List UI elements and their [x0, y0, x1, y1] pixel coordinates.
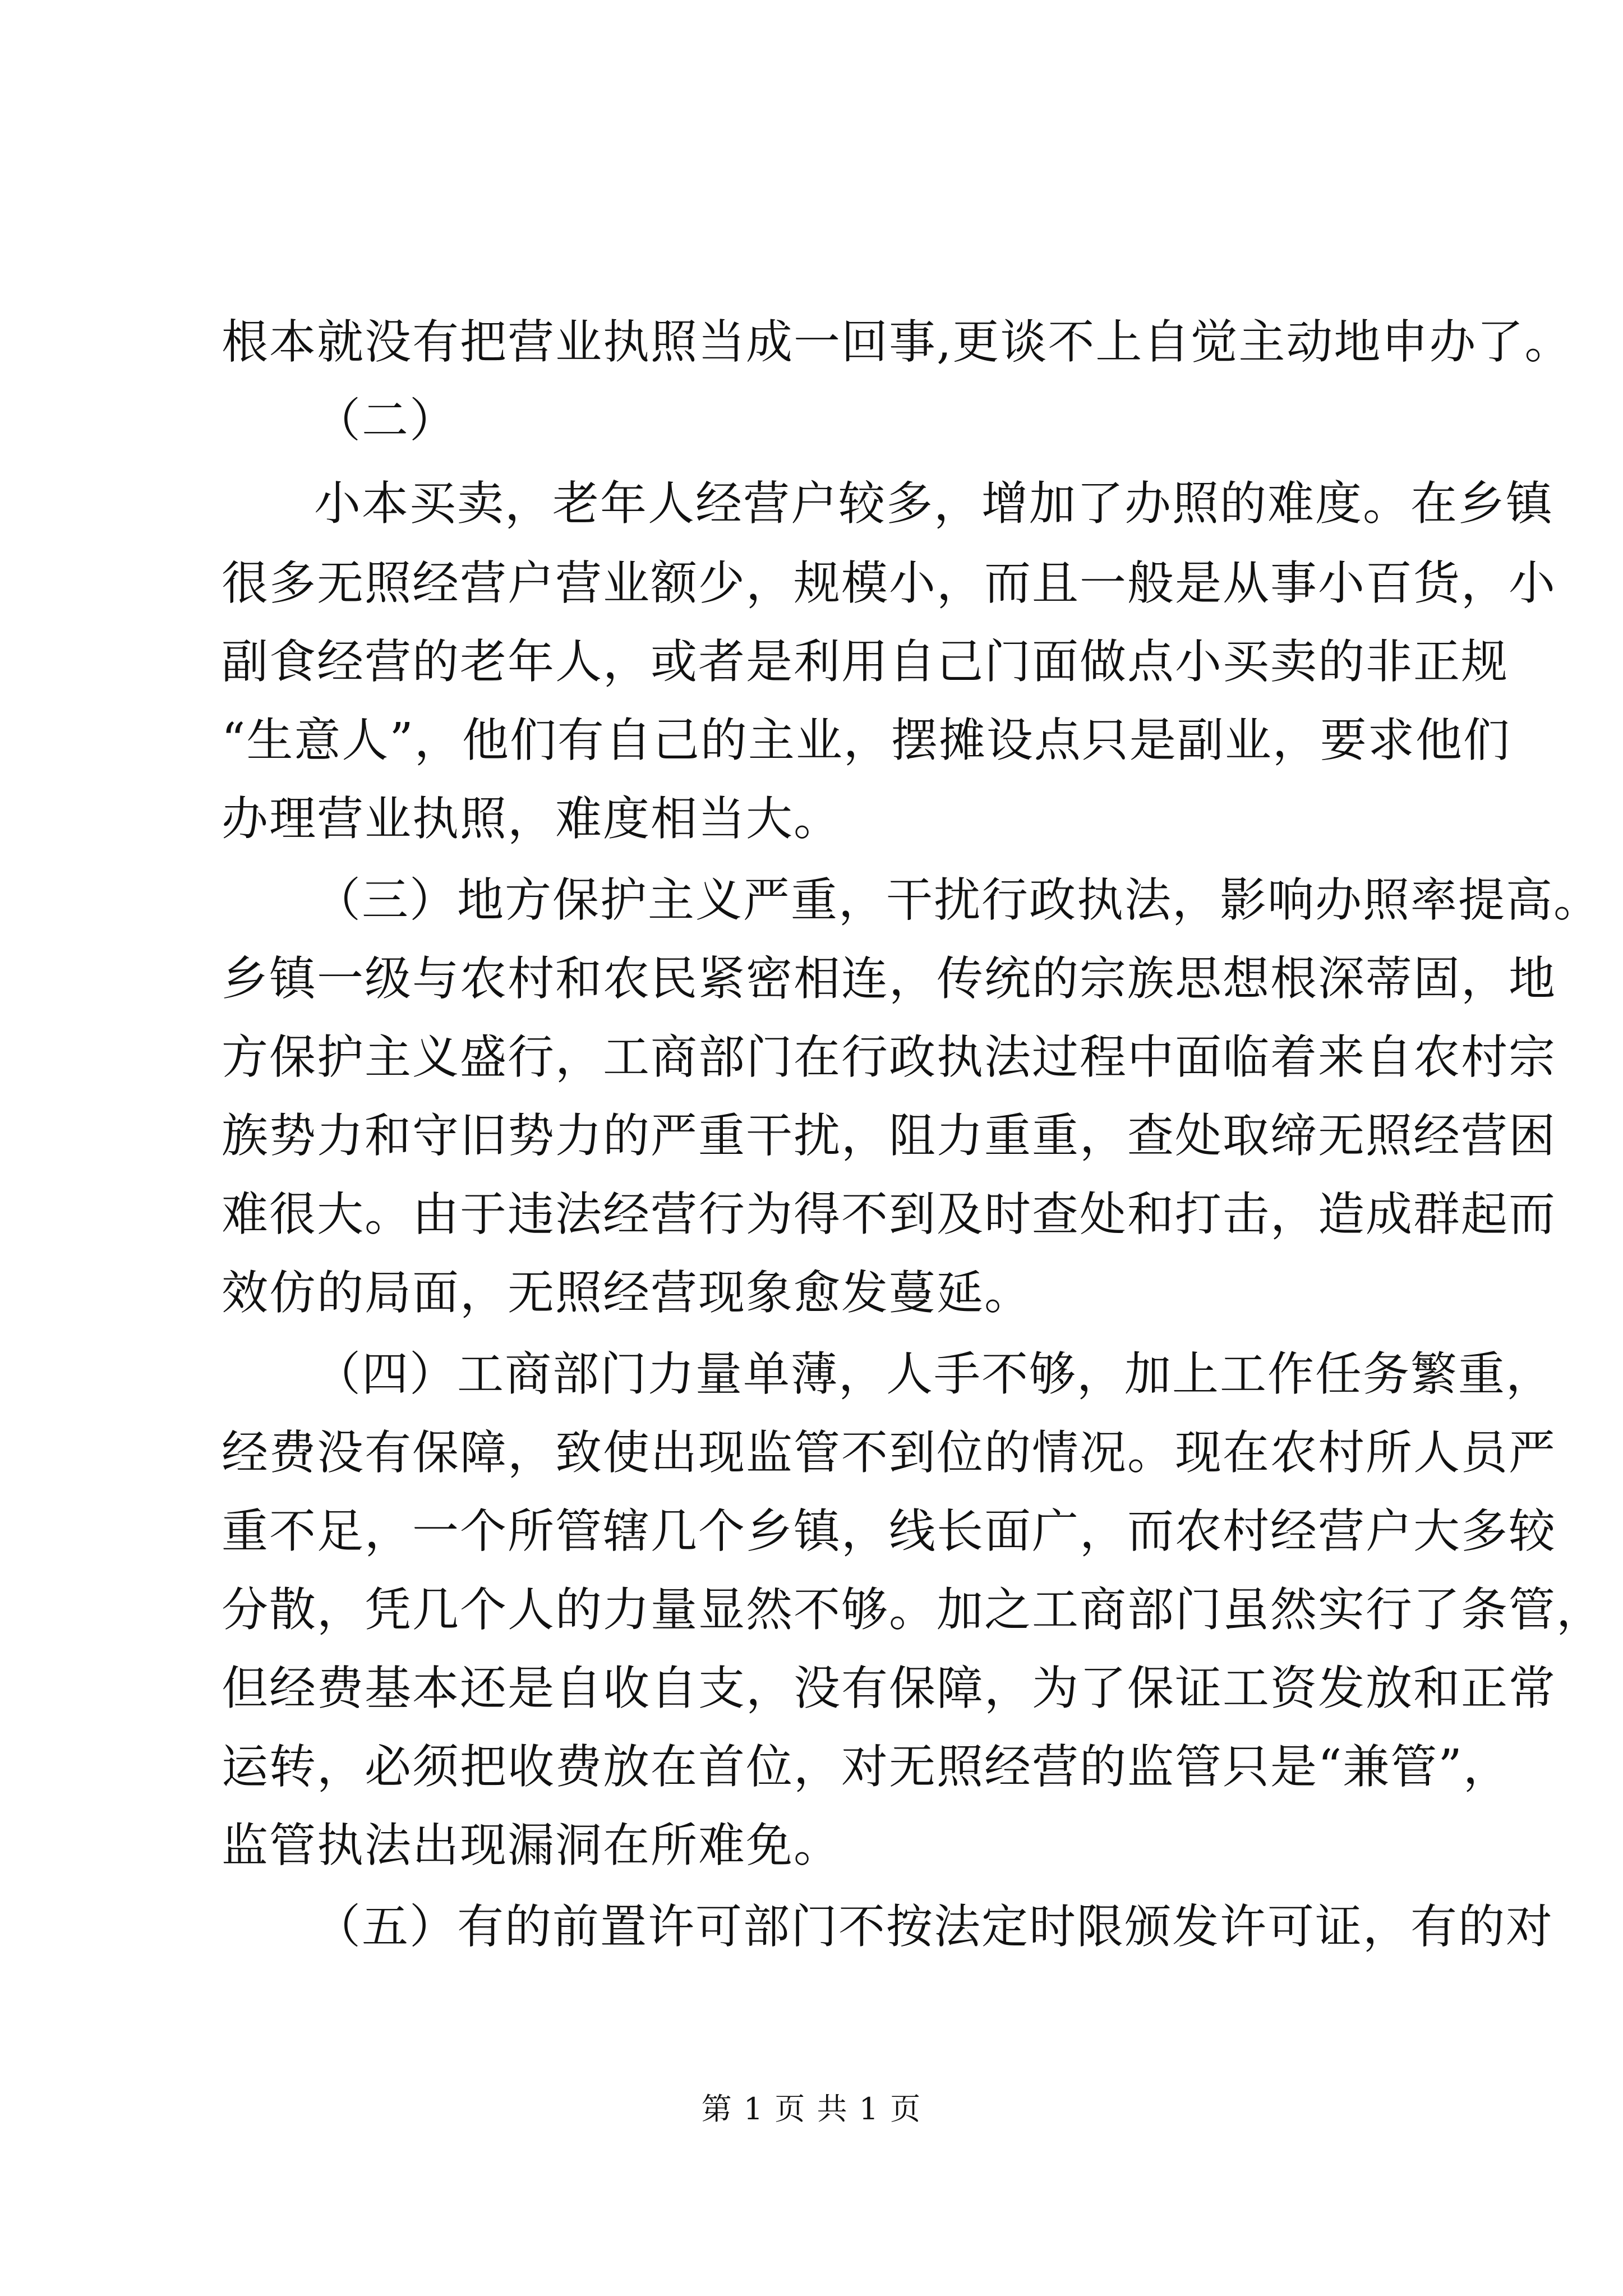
body-text-line: 监管执法出现漏洞在所难免。 [222, 1818, 841, 1872]
body-text-line: 根本就没有把营业执照当成一回事,更谈不上自觉主动地申办了。 [222, 315, 1573, 369]
section-heading: （三）地方保护主义严重，干扰行政执法，影响办照率提高。 [314, 873, 1601, 927]
body-text-line: 经费没有保障，致使出现监管不到位的情况。现在农村所人员严 [222, 1425, 1556, 1480]
body-text-line: 效仿的局面，无照经营现象愈发蔓延。 [222, 1266, 1032, 1320]
body-text-line: 但经费基本还是自收自支，没有保障，为了保证工资发放和正常 [222, 1661, 1556, 1715]
body-text-line: 很多无照经营户营业额少，规模小，而且一般是从事小百货，小 [222, 556, 1556, 610]
body-text-line: 方保护主义盛行，工商部门在行政执法过程中面临着来自农村宗 [222, 1030, 1556, 1084]
body-text-line: 分散，凭几个人的力量显然不够。加之工商部门虽然实行了条管， [222, 1582, 1604, 1637]
body-text-line: 副食经营的老年人，或者是利用自己门面做点小买卖的非正规 [222, 634, 1509, 689]
body-text-line: 运转，必须把收费放在首位，对无照经营的监管只是“兼管”， [222, 1740, 1511, 1794]
body-text-line: 办理营业执照，难度相当大。 [222, 792, 841, 846]
body-text-line: 族势力和守旧势力的严重干扰，阻力重重，查处取缔无照经营困 [222, 1108, 1556, 1163]
body-text-line: 难很大。由于违法经营行为得不到及时查处和打击，造成群起而 [222, 1187, 1556, 1241]
body-text-line: 乡镇一级与农村和农民紧密相连，传统的宗族思想根深蒂固，地 [222, 951, 1556, 1006]
section-heading: （五）有的前置许可部门不按法定时限颁发许可证，有的对 [314, 1899, 1553, 1954]
section-heading: （四）工商部门力量单薄，人手不够，加上工作任务繁重， [314, 1347, 1553, 1401]
body-text-line: 小本买卖，老年人经营户较多，增加了办照的难度。在乡镇 [314, 476, 1553, 531]
body-text-line: “生意人”，他们有自己的主业，摆摊设点只是副业，要求他们 [222, 713, 1511, 767]
body-text-line: 重不足，一个所管辖几个乡镇，线长面广，而农村经营户大多较 [222, 1504, 1556, 1558]
section-heading: （二） [314, 393, 457, 448]
page-number-footer: 第 1 页 共 1 页 [701, 2091, 922, 2127]
